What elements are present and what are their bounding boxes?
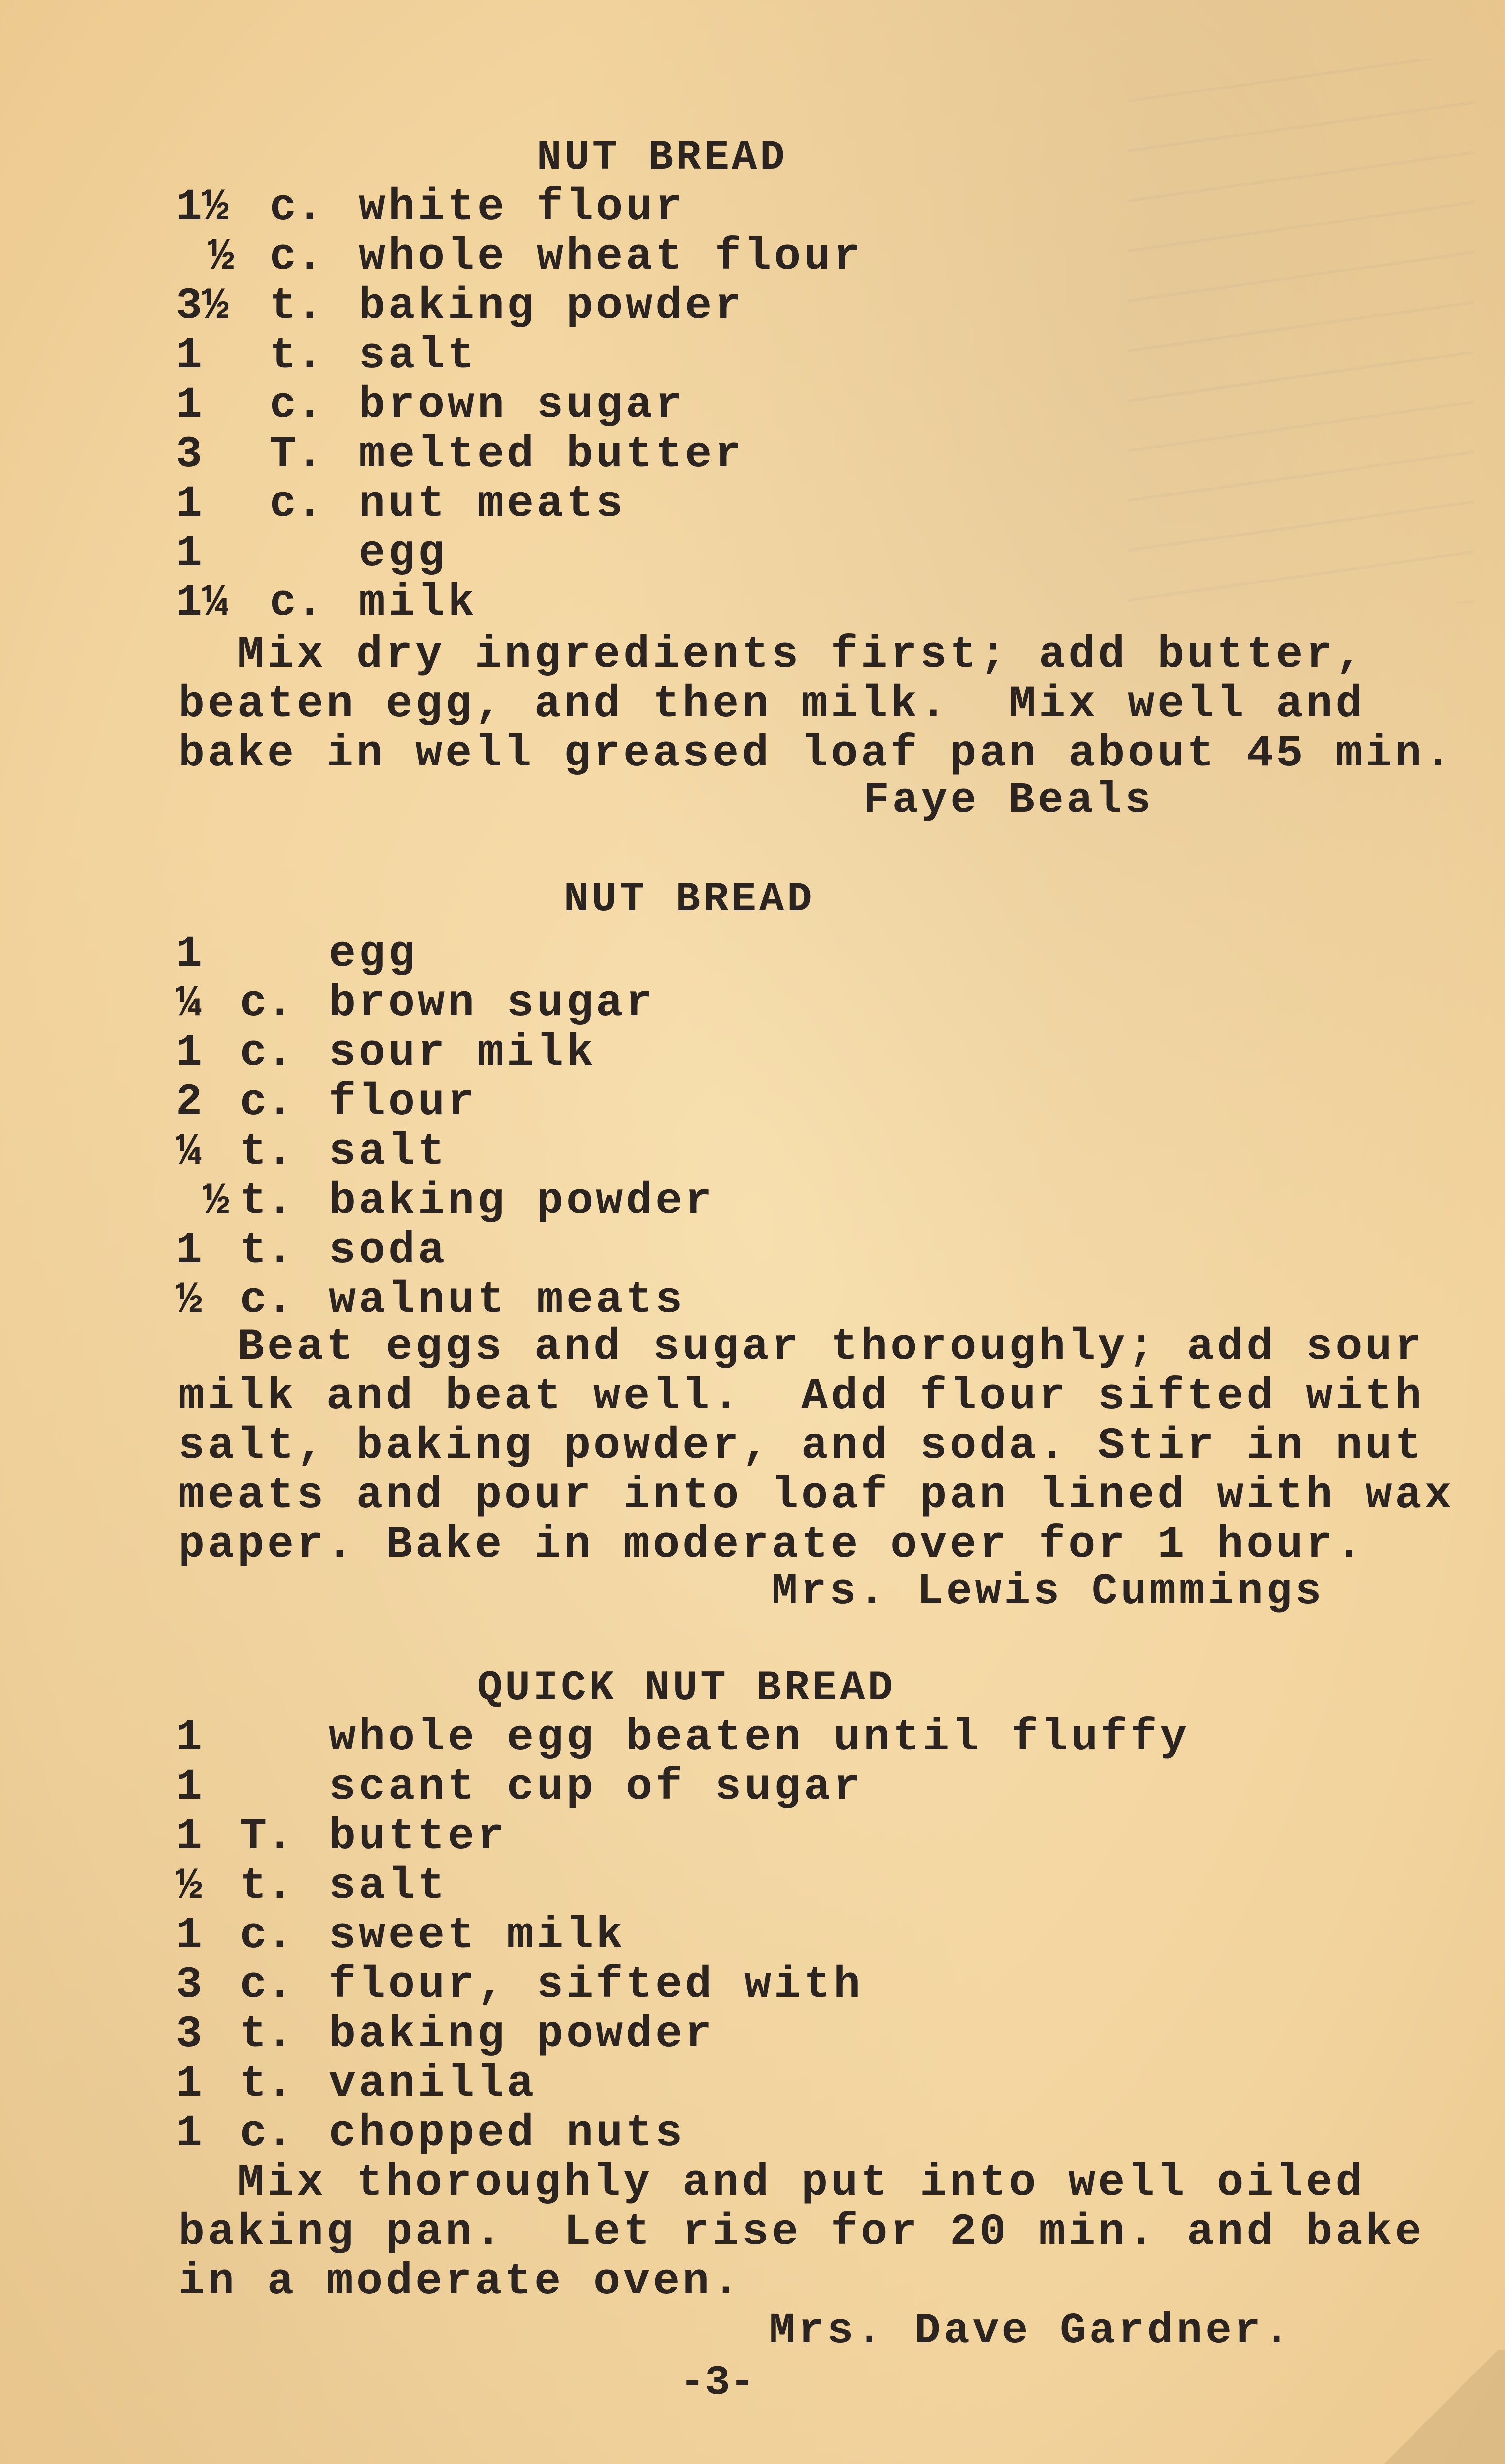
ingredient-item: sour milk bbox=[329, 1028, 596, 1078]
ingredient-unit: t. bbox=[270, 331, 323, 381]
ingredient-qty: ¼ bbox=[176, 979, 203, 1029]
ingredient-qty: 3½ bbox=[176, 281, 229, 332]
ingredient-unit: t. bbox=[240, 2010, 294, 2060]
ingredient-qty: 1 bbox=[176, 479, 203, 530]
ingredient-qty: 2 bbox=[176, 1077, 203, 1128]
ingredient-item: whole egg beaten until fluffy bbox=[329, 1713, 1190, 1763]
ingredient-unit: t. bbox=[270, 281, 323, 332]
recipe-2-directions-line: salt, baking powder, and soda. Stir in nut bbox=[178, 1421, 1425, 1472]
recipe-2-author: Mrs. Lewis Cummings bbox=[772, 1568, 1324, 1616]
ingredient-item: whole wheat flour bbox=[359, 232, 864, 282]
ingredient-qty: 1 bbox=[176, 1911, 203, 1961]
ingredient-item: baking powder bbox=[359, 281, 745, 332]
ingredient-unit: c. bbox=[270, 380, 323, 431]
ingredient-item: vanilla bbox=[329, 2059, 537, 2109]
ingredient-item: egg bbox=[359, 529, 448, 579]
ingredient-qty: 1¼ bbox=[176, 578, 229, 628]
ingredient-item: brown sugar bbox=[359, 380, 685, 431]
ingredient-item: baking powder bbox=[329, 1176, 715, 1227]
ingredient-qty: 1½ bbox=[176, 182, 229, 233]
ingredient-item: flour, sifted with bbox=[329, 1960, 864, 2011]
ingredient-qty: 1 bbox=[176, 1762, 203, 1813]
recipe-1-directions-line: Mix dry ingredients first; add butter, bbox=[237, 630, 1366, 680]
ingredient-item: walnut meats bbox=[329, 1275, 685, 1326]
recipe-1-title: NUT BREAD bbox=[537, 134, 788, 181]
ingredient-unit: c. bbox=[240, 1077, 294, 1128]
ingredient-item: melted butter bbox=[359, 430, 745, 480]
ingredient-item: sweet milk bbox=[329, 1911, 626, 1961]
recipe-2-title: NUT BREAD bbox=[564, 876, 815, 923]
ingredient-unit: T. bbox=[270, 430, 323, 480]
ingredient-unit: c. bbox=[240, 1028, 294, 1078]
ingredient-unit: c. bbox=[240, 1911, 294, 1961]
ingredient-qty: 1 bbox=[176, 2108, 203, 2159]
ingredient-item: butter bbox=[329, 1812, 507, 1862]
ingredient-unit: c. bbox=[270, 182, 323, 233]
ingredient-unit: c. bbox=[240, 1960, 294, 2011]
ingredient-qty: 1 bbox=[176, 529, 203, 579]
recipe-2-directions-line: milk and beat well. Add flour sifted with bbox=[178, 1372, 1425, 1422]
ingredient-item: salt bbox=[329, 1861, 448, 1912]
ingredient-unit: c. bbox=[270, 578, 323, 628]
ingredient-qty: 1 bbox=[176, 1812, 203, 1862]
recipe-3-author: Mrs. Dave Gardner. bbox=[769, 2307, 1293, 2356]
ingredient-unit: t. bbox=[240, 2059, 294, 2109]
ingredient-unit: t. bbox=[240, 1127, 294, 1177]
ingredient-item: baking powder bbox=[329, 2010, 715, 2060]
ingredient-qty: 1 bbox=[176, 929, 203, 980]
recipe-1-author: Faye Beals bbox=[863, 776, 1154, 825]
ingredient-qty: 1 bbox=[176, 1226, 203, 1276]
recipe-3-directions-line: Mix thoroughly and put into well oiled bbox=[237, 2158, 1366, 2208]
recipe-1-directions-line: beaten egg, and then milk. Mix well and bbox=[178, 679, 1366, 730]
ingredient-qty: 1 bbox=[176, 380, 203, 431]
ingredient-unit: t. bbox=[240, 1176, 294, 1227]
recipe-3-directions-line: in a moderate oven. bbox=[178, 2257, 742, 2307]
ingredient-unit: c. bbox=[270, 479, 323, 530]
ingredient-qty: ½ bbox=[208, 232, 235, 282]
ingredient-unit: c. bbox=[240, 1275, 294, 1326]
ingredient-unit: c. bbox=[240, 2108, 294, 2159]
ingredient-qty: 1 bbox=[176, 331, 203, 381]
ingredient-item: salt bbox=[359, 331, 478, 381]
recipe-2-directions-line: Beat eggs and sugar thoroughly; add sour bbox=[237, 1322, 1425, 1373]
recipe-3-title: QUICK NUT BREAD bbox=[477, 1665, 896, 1712]
ingredient-unit: t. bbox=[240, 1226, 294, 1276]
ingredient-item: brown sugar bbox=[329, 979, 656, 1029]
ingredient-qty: 3 bbox=[176, 2010, 203, 2060]
ingredient-item: egg bbox=[329, 929, 418, 980]
ingredient-item: soda bbox=[329, 1226, 448, 1276]
ingredient-qty: 1 bbox=[176, 2059, 203, 2109]
ingredient-qty: 1 bbox=[176, 1028, 203, 1078]
page-corner-curl bbox=[1376, 2350, 1505, 2464]
ingredient-qty: ¼ bbox=[176, 1127, 203, 1177]
recipe-3-directions-line: baking pan. Let rise for 20 min. and bake bbox=[178, 2207, 1425, 2258]
ingredient-unit: T. bbox=[240, 1812, 294, 1862]
ingredient-qty: ½ bbox=[176, 1275, 203, 1326]
ingredient-unit: c. bbox=[240, 979, 294, 1029]
ingredient-item: salt bbox=[329, 1127, 448, 1177]
ingredient-qty: ½ bbox=[176, 1861, 203, 1912]
ingredient-qty: 3 bbox=[176, 430, 203, 480]
recipe-2-directions-line: meats and pour into loaf pan lined with wax bbox=[178, 1471, 1455, 1521]
ingredient-qty: 3 bbox=[176, 1960, 203, 2011]
recipe-2-directions-line: paper. Bake in moderate over for 1 hour. bbox=[178, 1520, 1366, 1570]
ingredient-qty: ½ bbox=[203, 1176, 230, 1227]
ingredient-item: milk bbox=[359, 578, 478, 628]
ingredient-qty: 1 bbox=[176, 1713, 203, 1763]
page-number: -3- bbox=[680, 2360, 755, 2407]
ingredient-unit: t. bbox=[240, 1861, 294, 1912]
ingredient-item: nut meats bbox=[359, 479, 626, 530]
recipe-1-directions-line: bake in well greased loaf pan about 45 min. bbox=[178, 729, 1455, 779]
bleed-through-texture bbox=[1128, 59, 1474, 603]
ingredient-item: white flour bbox=[359, 182, 685, 233]
ingredient-unit: c. bbox=[270, 232, 323, 282]
ingredient-item: chopped nuts bbox=[329, 2108, 685, 2159]
ingredient-item: scant cup of sugar bbox=[329, 1762, 864, 1813]
ingredient-item: flour bbox=[329, 1077, 478, 1128]
